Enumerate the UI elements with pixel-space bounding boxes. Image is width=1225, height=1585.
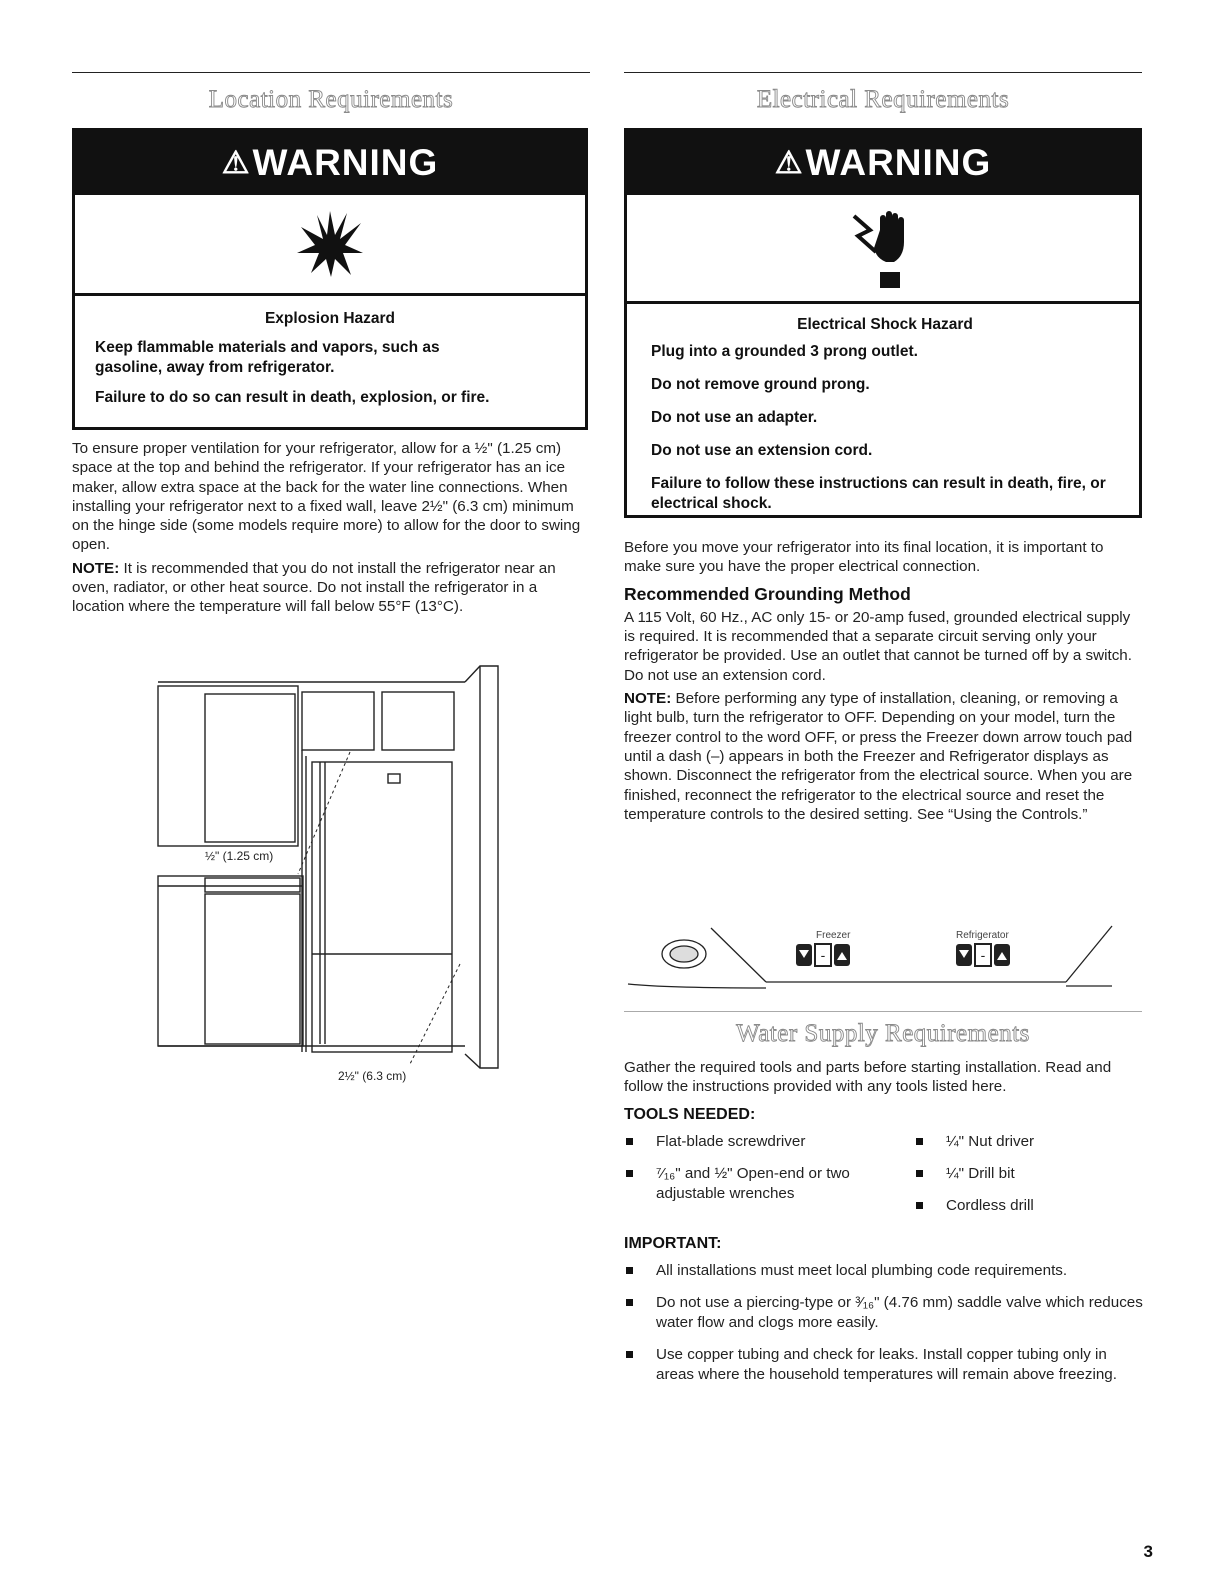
explosion-hazard-text: [75, 310, 585, 408]
water-supply-title: Water Supply Requirements: [736, 1020, 1030, 1047]
hazard-title: Explosion Hazard: [264, 310, 396, 327]
important-item: Use copper tubing and check for leaks. Install copper tubing only in areas where the household temperatures will remain above freezing.: [624, 1345, 1144, 1385]
electrical-warning-box: [624, 128, 1142, 518]
water-body: [624, 1058, 1144, 1393]
refrigerator-label: Refrigerator: [956, 930, 1009, 941]
electric-shock-icon: [848, 206, 918, 290]
warning-heading: WARNING: [805, 142, 992, 183]
side-clearance-label: 2½" (6.3 cm): [338, 1069, 407, 1083]
grounding-heading: Recommended Grounding Method: [624, 583, 911, 604]
electrical-requirements-title: Electrical Requirements: [756, 86, 1010, 113]
hazard-title: Electrical Shock Hazard: [797, 316, 973, 333]
note-text: It is recommended that you do not install the refrigerator near an oven, radiator, or other heat source. Do not install the refrigerator in a location where the temperature will fall below 55°F (13°C).: [72, 559, 556, 616]
clearance-diagram: [150, 664, 510, 1094]
explosion-icon: [295, 209, 365, 279]
water-section-rule: [624, 1011, 1142, 1012]
warning-heading: WARNING: [252, 142, 439, 183]
freezer-display: -: [820, 947, 826, 963]
grounding-text: A 115 Volt, 60 Hz., AC only 15- or 20-amp fused, grounded electrical supply is required. It is recommended that a separate circuit serving only your refrigerator be provided. Use an outlet that cannot be turned off by a switch. Do not use an extension cord.: [624, 608, 1132, 684]
page-number: 3: [1143, 1542, 1153, 1561]
location-paragraph: To ensure proper ventilation for your refrigerator, allow for a ½" (1.25 cm) space at the top and behind the refrigerator. If your refrigerator has an ice maker, allow extra space at the back for the water line connections. When installing your refrigerator next to a fixed wall, leave 2½" (6.3 cm) minimum on the hinge side (some models require more) to allow for the door to swing open.: [72, 440, 581, 554]
warning-triangle-icon: ⚠: [774, 145, 804, 180]
electrical-body: [624, 538, 1144, 828]
warning-banner: [75, 131, 585, 195]
important-item: Do not use a piercing-type or ³⁄₁₆" (4.76 mm) saddle valve which reduces water flow and clogs more easily.: [624, 1293, 1144, 1333]
electrical-note: [624, 689, 1144, 824]
tools-list: [624, 1132, 1144, 1224]
top-clearance-label: ½" (1.25 cm): [205, 849, 274, 863]
freezer-label: Freezer: [816, 930, 851, 941]
warning-banner: [627, 131, 1139, 195]
important-item: All installations must meet local plumbing code requirements.: [624, 1261, 1144, 1281]
location-note: [72, 559, 588, 617]
tool-item: Flat-blade screwdriver: [624, 1132, 914, 1152]
important-list: [624, 1261, 1144, 1385]
refrigerator-display: -: [980, 947, 986, 963]
tool-item: Cordless drill: [914, 1196, 1134, 1216]
control-panel-illustration: [626, 922, 1116, 994]
tools-column-1: [624, 1132, 914, 1224]
tool-item: ¼" Drill bit: [914, 1164, 1134, 1184]
explosion-warning-box: [72, 128, 588, 430]
tools-heading: TOOLS NEEDED:: [624, 1105, 756, 1123]
tools-column-2: [914, 1132, 1134, 1224]
hazard-line: Plug into a grounded 3 prong outlet.: [651, 343, 918, 360]
note-label: NOTE:: [72, 559, 120, 577]
hazard-line: Do not remove ground prong.: [651, 376, 870, 393]
important-heading: IMPORTANT:: [624, 1234, 722, 1252]
hazard-line: Keep flammable materials and vapors, such as gasoline, away from refrigerator.: [95, 339, 440, 376]
hazard-line: Do not use an adapter.: [651, 409, 818, 426]
hazard-line: Failure to follow these instructions can result in death, fire, or electrical shock.: [651, 475, 1106, 512]
shock-hazard-text: [627, 316, 1139, 514]
hazard-line: Failure to do so can result in death, explosion, or fire.: [95, 389, 490, 406]
tool-item: ¼" Nut driver: [914, 1132, 1134, 1152]
right-top-rule: [624, 72, 1142, 73]
water-intro: Gather the required tools and parts before starting installation. Read and follow the instructions provided with any tools listed here.: [624, 1059, 1112, 1096]
location-requirements-title: Location Requirements: [208, 86, 454, 113]
left-top-rule: [72, 72, 590, 73]
note-text: Before performing any type of installation, cleaning, or removing a light bulb, turn the refrigerator to OFF. Depending on your model, turn the freezer control to the word OFF, or press the Freezer down arrow touch pad until a dash (–) appears in both the Freezer and Refrigerator displays as shown. Disconnect the refrigerator from the electrical source. When you are finished, reconnect the refrigerator to the electrical source and reset the temperature controls to the desired setting. See “Using the Controls.”: [624, 690, 1133, 823]
warning-triangle-icon: ⚠: [221, 145, 251, 180]
electrical-intro: Before you move your refrigerator into its final location, it is important to make sure you have the proper electrical connection.: [624, 539, 1104, 576]
shock-icon-area: [627, 195, 1139, 304]
hazard-line: Do not use an extension cord.: [651, 442, 873, 459]
note-label: NOTE:: [624, 690, 672, 708]
location-body: [72, 439, 588, 621]
tool-item: ⁷⁄₁₆" and ½" Open-end or two adjustable wrenches: [624, 1164, 914, 1204]
explosion-icon-area: [75, 195, 585, 296]
